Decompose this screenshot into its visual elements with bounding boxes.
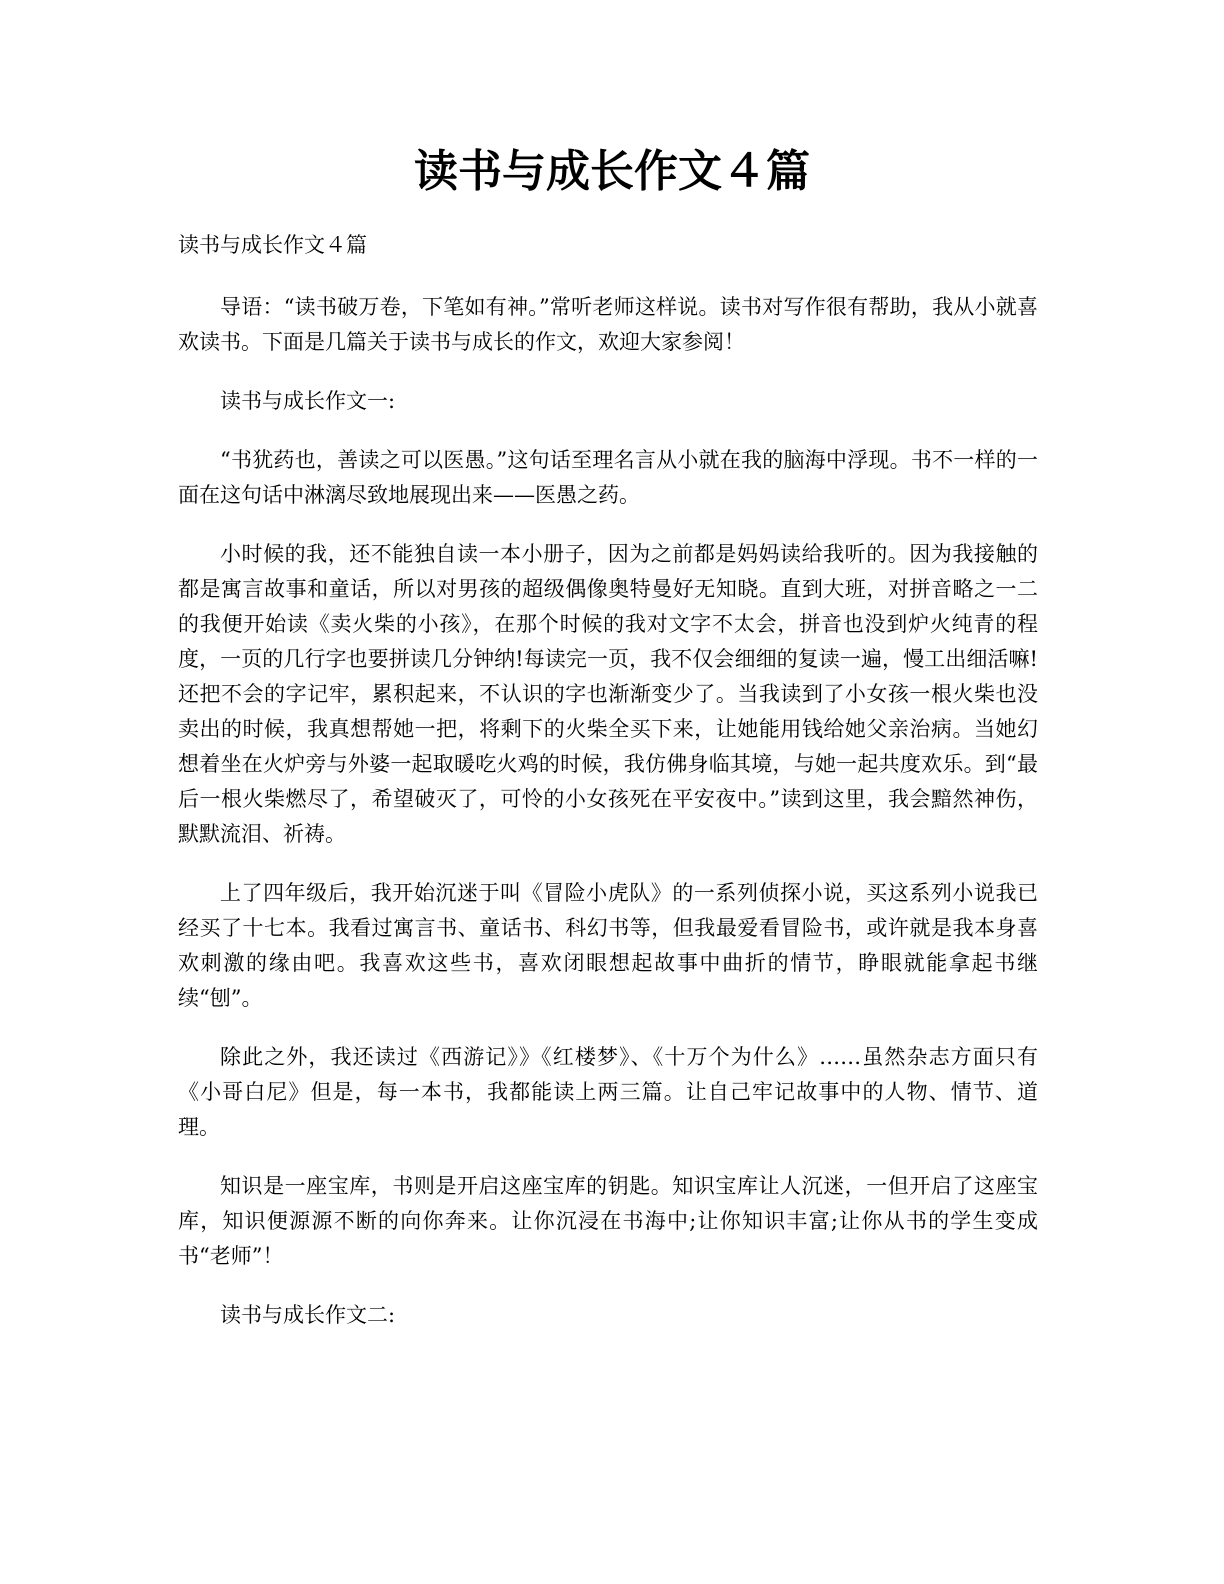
document-body — [178, 228, 1038, 1357]
paragraph: 上了四年级后，我开始沉迷于叫《冒险小虎队》的一系列侦探小说，买这系列小说我已经买了十七本。我看过寓言书、童话书、科幻书等，但我最爱看冒险书，或许就是我本身喜欢刺激的缘由吧。我喜欢这些书，喜欢闭眼想起故事中曲折的情节，睁眼就能拿起书继续“刨”。 — [178, 881, 1038, 1010]
section-heading-essay-1: 读书与成长作文一: — [220, 389, 396, 413]
page-title: 读书与成长作文４篇 — [414, 146, 810, 197]
paragraph: 小时候的我，还不能独自读一本小册子，因为之前都是妈妈读给我听的。因为我接触的都是寓言故事和童话，所以对男孩的超级偶像奥特曼好无知晓。直到大班，对拼音略之一二的我便开始读《卖火柴的小孩》，在那个时候的我对文字不太会，拼音也没到炉火纯青的程度，一页的几行字也要拼读几分钟纳!每读完一页，我不仅会细细的复读一遍，慢工出细活嘛!还把不会的字记牢，累积起来，不认识的字也渐渐变少了。当我读到了小女孩一根火柴也没卖出的时候，我真想帮她一把，将剩下的火柴全买下来，让她能用钱给她父亲治病。当她幻想着坐在火炉旁与外婆一起取暖吃火鸡的时候，我仿佛身临其境，与她一起共度欢乐。到“最后一根火柴燃尽了，希望破灭了，可怜的小女孩死在平安夜中。”读到这里，我会黯然神伤，默默流泪、祈祷。 — [178, 542, 1038, 846]
paragraph: 除此之外，我还读过《西游记》》《红楼梦》、《十万个为什么》……虽然杂志方面只有《小哥白尼》但是，每一本书，我都能读上两三篇。让自己牢记故事中的人物、情节、道理。 — [178, 1045, 1038, 1139]
paragraph: “书犹药也，善读之可以医愚。”这句话至理名言从小就在我的脑海中浮现。书不一样的一面在这句话中淋漓尽致地展现出来——医愚之药。 — [178, 448, 1038, 507]
document-subtitle: 读书与成长作文４篇 — [178, 233, 367, 257]
paragraph-intro: 导语：“读书破万卷，下笔如有神。”常听老师这样说。读书对写作很有帮助，我从小就喜欢读书。下面是几篇关于读书与成长的作文，欢迎大家参阅！ — [178, 295, 1038, 354]
section-heading-essay-2: 读书与成长作文二: — [220, 1303, 396, 1327]
paragraph: 知识是一座宝库，书则是开启这座宝库的钥匙。知识宝库让人沉迷，一但开启了这座宝库，知识便源源不断的向你奔来。让你沉浸在书海中;让你知识丰富;让你从书的学生变成书“老师”！ — [178, 1174, 1038, 1268]
